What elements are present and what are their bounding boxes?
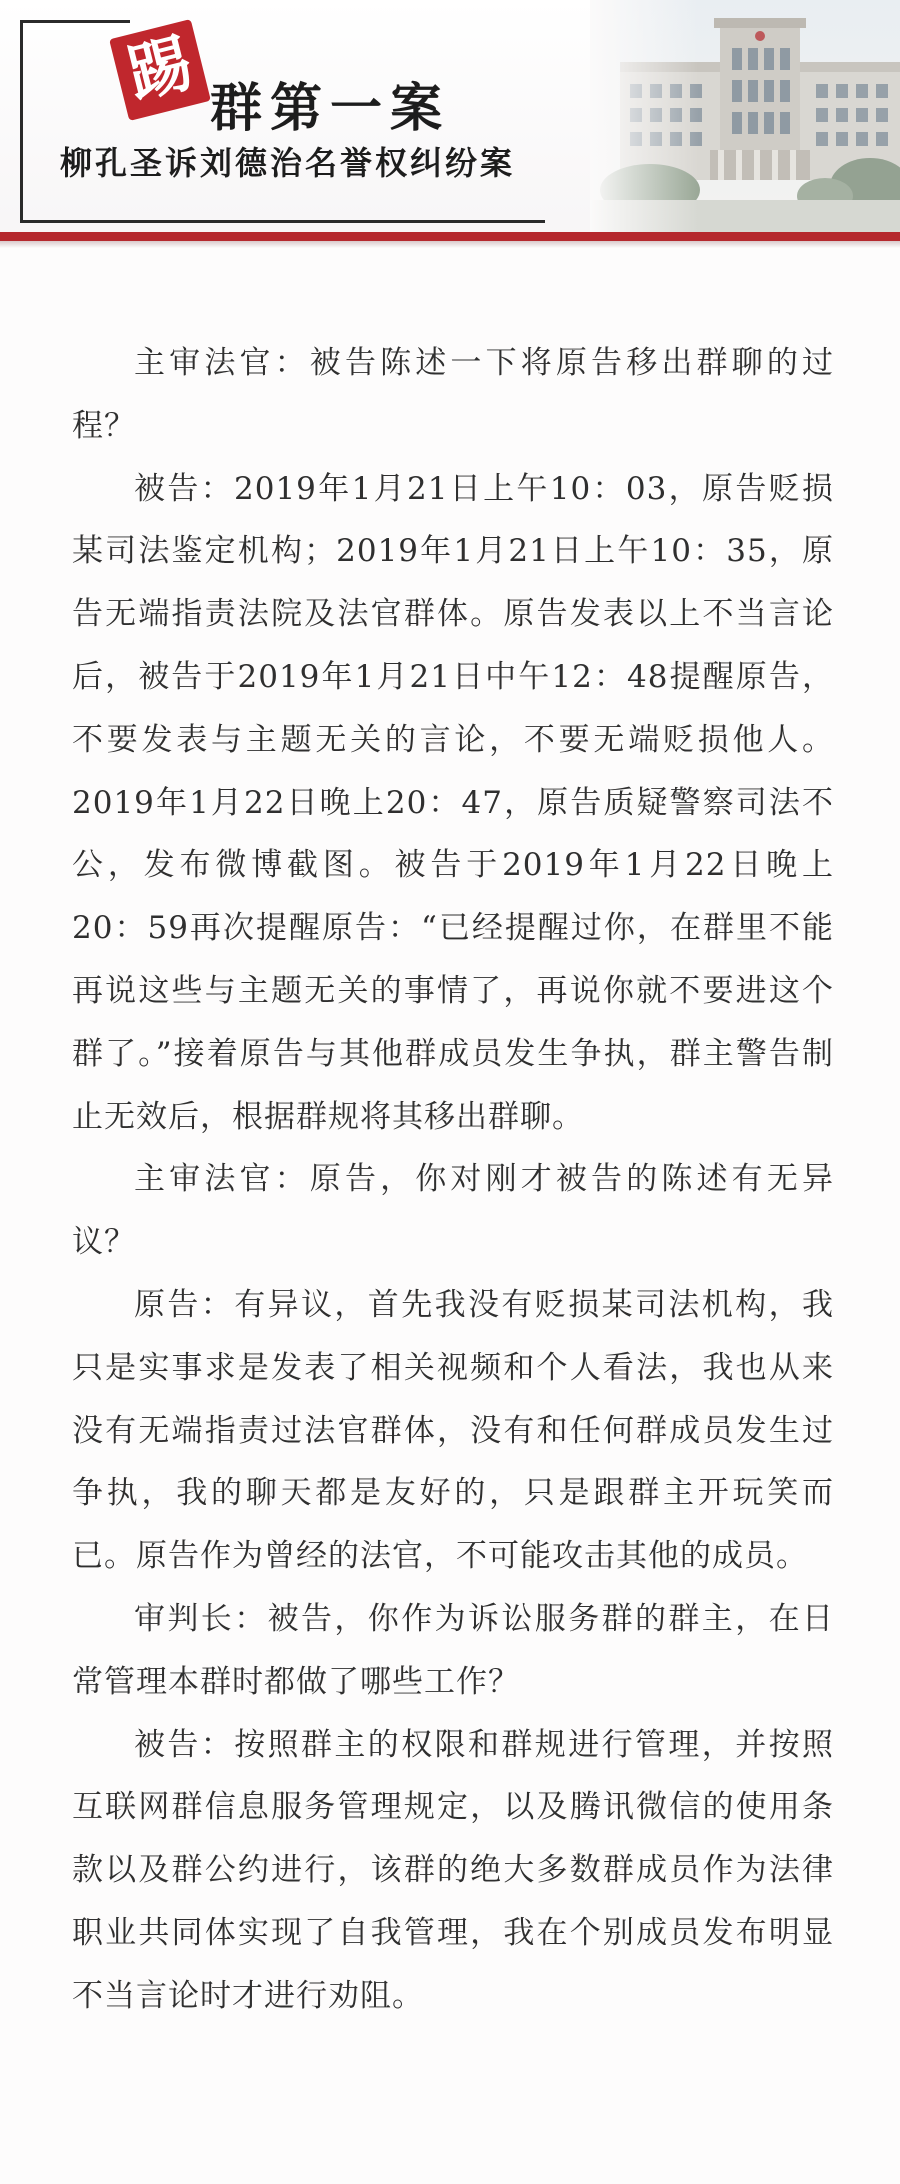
paragraph-judge-question: 主审法官：原告，你对刚才被告的陈述有无异议？ [72, 1161, 834, 1261]
title-frame-top-line [20, 20, 130, 23]
paragraph-presiding-judge-question: 审判长：被告，你作为诉讼服务群的群主，在日常管理本群时都做了哪些工作？ [72, 1600, 834, 1700]
article-body [72, 332, 834, 2028]
header-banner [0, 0, 900, 248]
paragraph-defendant-statement: 被告：2019年1月21日上午10：03，原告贬损某司法鉴定机构；2019年1月21日上午10：35，原告无端指责法院及法官群体。原告发表以上不当言论后，被告于2019年1月21日中午12：48提醒原告，不要发表与主题无关的言论，不要无端贬损他人。2019年1月22日晚上20：47，原告质疑警察司法不公，发布微博截图。被告于2019年1月22日晚上20：59再次提醒原告：“已经提醒过你，在群里不能再说这些与主题无关的事情了，再说你就不要进这个群了。”接着原告与其他群成员发生争执，群主警告制止无效后，根据群规将其移出群聊。 [72, 470, 834, 1135]
page-title: 群第一案 [210, 79, 451, 139]
paragraph-judge-question: 主审法官：被告陈述一下将原告移出群聊的过程？ [72, 345, 834, 444]
header-rule-shadow [0, 241, 900, 248]
header-red-rule [0, 232, 900, 241]
courthouse-image [590, 0, 900, 232]
title-stamp-badge: 踢 [109, 19, 211, 121]
page-subtitle: 柳孔圣诉刘德治名誉权纠纷案 [60, 144, 516, 182]
paragraph-defendant-statement: 被告：按照群主的权限和群规进行管理，并按照互联网群信息服务管理规定，以及腾讯微信的使用条款以及群公约进行，该群的绝大多数群成员作为法律职业共同体实现了自我管理，我在个别成员发布明显不当言论时才进行劝阻。 [72, 1726, 834, 2014]
paragraph-plaintiff-statement: 原告：有异议，首先我没有贬损某司法机构，我只是实事求是发表了相关视频和个人看法，我也从来没有无端指责过法官群体，没有和任何群成员发生过争执，我的聊天都是友好的，只是跟群主开玩笑而已。原告作为曾经的法官，不可能攻击其他的成员。 [72, 1286, 834, 1575]
